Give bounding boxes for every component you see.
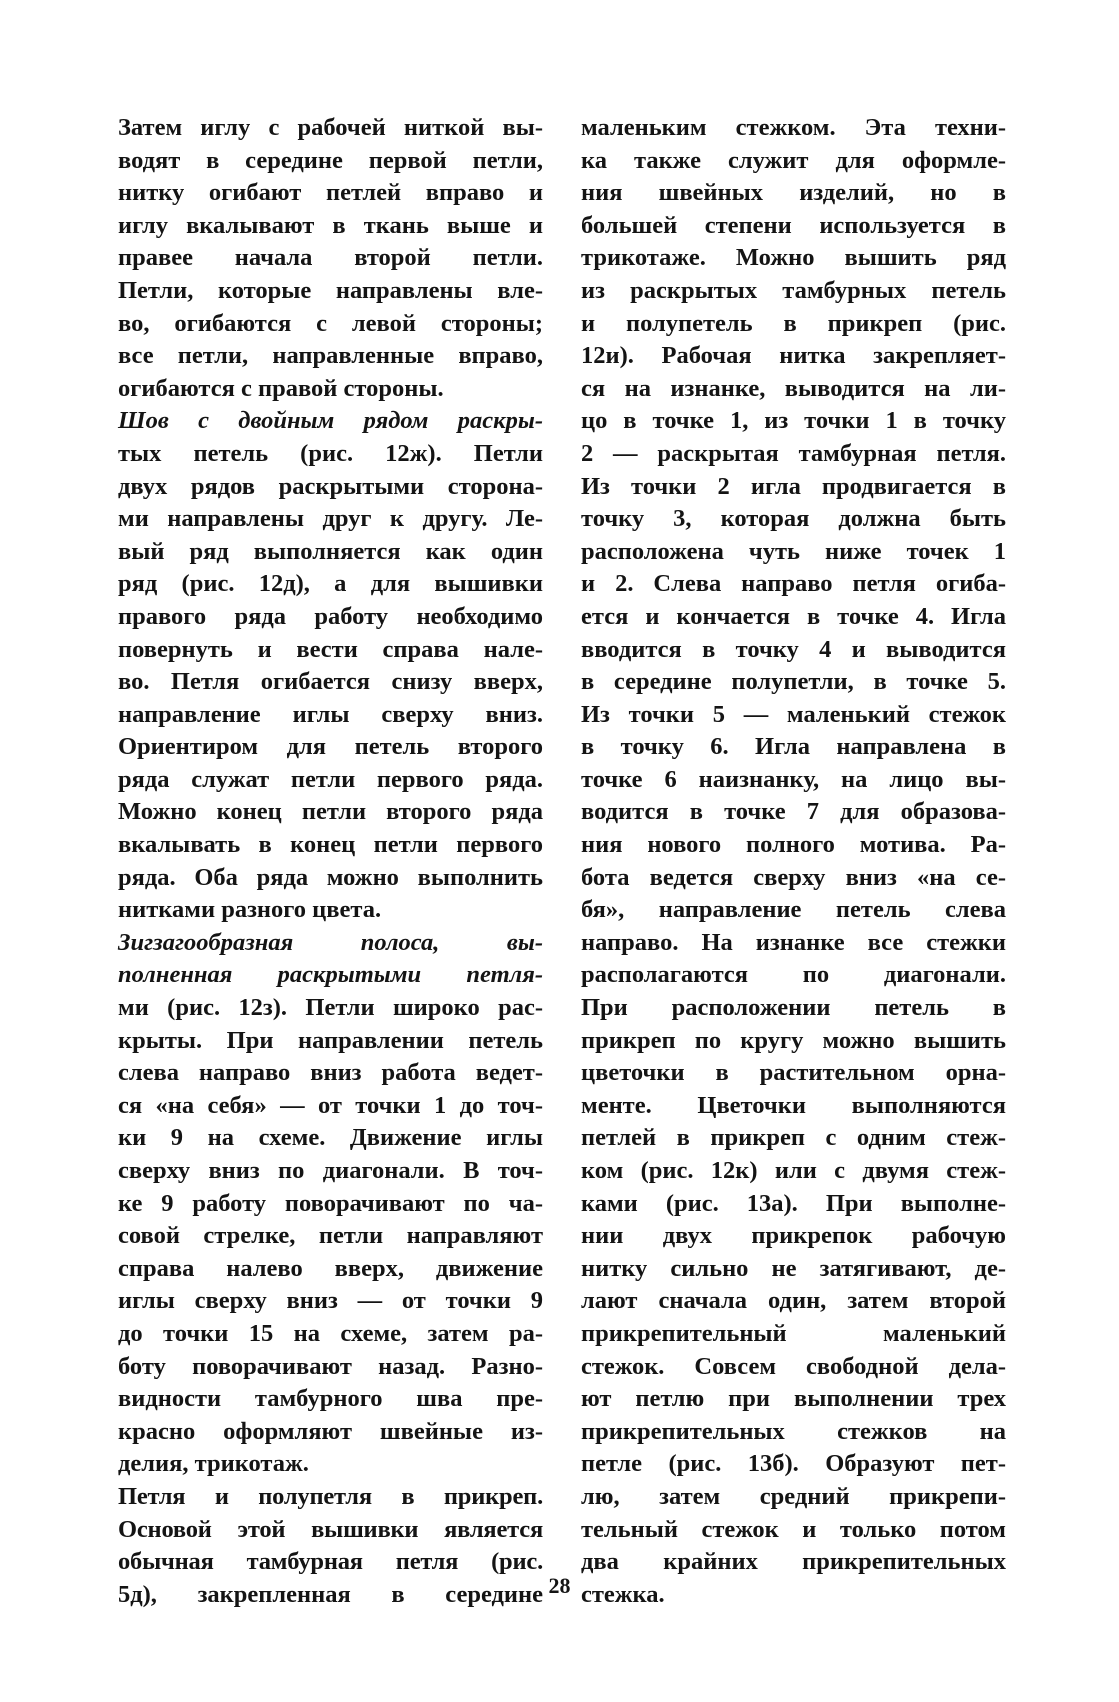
- text-line: нии двух прикрепок рабочую: [581, 1222, 1006, 1250]
- text-line: во, огибаются с левой стороны;: [118, 309, 543, 337]
- text-line: ком (рис. 12к) или с двумя стеж-: [581, 1157, 1006, 1184]
- text-line: располагаются по диагонали.: [581, 961, 1006, 989]
- text-line: видности тамбурного шва пре-: [118, 1385, 543, 1413]
- text-line: водят в середине первой петли,: [118, 146, 543, 174]
- text-line: в середине полупетли, в точке 5.: [581, 668, 1006, 696]
- text-line: и полупетель в прикреп (рис.: [581, 309, 1006, 337]
- text-line: правее начала второй петли.: [118, 244, 543, 272]
- text-line: тых петель (рис. 12ж). Петли: [118, 439, 543, 467]
- text-line: Петли, которые направлены вле-: [118, 276, 543, 304]
- text-line: обычная тамбурная петля (рис.: [118, 1548, 543, 1576]
- text-line: повернуть и вести справа нале-: [118, 635, 543, 663]
- text-line: сверху вниз по диагонали. В точ-: [118, 1157, 543, 1184]
- text-line: нитку сильно не затягивают, де-: [581, 1254, 1006, 1282]
- text-line: бота ведется сверху вниз «на се-: [581, 863, 1006, 891]
- text-line: ся на изнанке, выводится на ли-: [581, 374, 1006, 402]
- page-number: 28: [548, 1573, 571, 1598]
- text-line: маленьким стежком. Эта техни-: [581, 114, 1006, 141]
- text-line: вводится в точку 4 и выводится: [581, 635, 1006, 663]
- text-line: ряд (рис. 12д), а для вышивки: [118, 570, 543, 598]
- text-line: стежок. Совсем свободной дела-: [581, 1352, 1006, 1380]
- text-line: точку 3, которая должна быть: [581, 505, 1006, 533]
- text-line: большей степени используется в: [581, 211, 1006, 239]
- text-line-italic: полненная раскрытыми петля-: [118, 961, 543, 989]
- text-line: ряда. Оба ряда можно выполнить: [118, 863, 543, 891]
- text-line: При расположении петель в: [581, 994, 1006, 1022]
- text-line-italic: Зигзагообразная полоса, вы-: [118, 928, 543, 956]
- section-heading: Петля и полупетля в прикреп.: [118, 1482, 543, 1510]
- text-line: и 2. Слева направо петля огиба-: [581, 570, 1006, 598]
- text-line: 2 — раскрытая тамбурная петля.: [581, 439, 1006, 467]
- text-line: ками (рис. 13а). При выполне-: [581, 1189, 1006, 1217]
- text-line: бя», направление петель слева: [581, 896, 1006, 924]
- text-line: петле (рис. 13б). Образуют пет-: [581, 1450, 1006, 1478]
- text-line: красно оформляют швейные из-: [118, 1417, 543, 1445]
- text-line: огибаются с правой стороны.: [118, 374, 444, 402]
- text-line: лают сначала один, затем второй: [581, 1287, 1006, 1315]
- text-line: нитками разного цвета.: [118, 896, 382, 924]
- text-line: Из точки 2 игла продвигается в: [581, 472, 1006, 500]
- text-line: справа налево вверх, движение: [118, 1254, 543, 1282]
- text-line-italic: Шов с двойным рядом раскры-: [118, 407, 543, 435]
- text-line: прикрепительных стежков на: [581, 1417, 1006, 1445]
- text-line: боту поворачивают назад. Разно-: [118, 1352, 543, 1380]
- text-line: ми (рис. 12з). Петли широко рас-: [118, 994, 543, 1022]
- text-line: ряда служат петли первого ряда.: [118, 765, 543, 793]
- text-line: ют петлю при выполнении трех: [581, 1385, 1006, 1413]
- text-line: цветочки в растительном орна-: [581, 1059, 1006, 1087]
- left-text-column: [118, 112, 543, 1611]
- text-line: ния швейных изделий, но в: [581, 179, 1006, 207]
- text-line: слева направо вниз работа ведет-: [118, 1059, 543, 1087]
- text-line: стежка.: [581, 1580, 665, 1608]
- text-line: вкалывать в конец петли первого: [118, 831, 543, 859]
- text-line: в точку 6. Игла направлена в: [581, 733, 1006, 761]
- text-line: вый ряд выполняется как один: [118, 537, 543, 565]
- text-line: Можно конец петли второго ряда: [118, 798, 543, 826]
- text-line: лю, затем средний прикрепи-: [581, 1482, 1006, 1510]
- text-line: из раскрытых тамбурных петель: [581, 276, 1006, 304]
- text-line: до точки 15 на схеме, затем ра-: [118, 1319, 543, 1347]
- text-line: Основой этой вышивки является: [118, 1515, 543, 1543]
- text-line: нитку огибают петлей вправо и: [118, 179, 543, 207]
- text-line: 12и). Рабочая нитка закрепляет-: [581, 342, 1006, 370]
- right-text-column: [581, 112, 1006, 1611]
- text-line: иглу вкалывают в ткань выше и: [118, 211, 543, 239]
- text-line: ется и кончается в точке 4. Игла: [581, 602, 1006, 630]
- text-line: водится в точке 7 для образова-: [581, 798, 1006, 826]
- text-line: все петли, направленные вправо,: [118, 342, 543, 370]
- text-line: цо в точке 1, из точки 1 в точку: [581, 407, 1006, 435]
- text-line: двух рядов раскрытыми сторона-: [118, 472, 543, 500]
- text-line: направление иглы сверху вниз.: [118, 700, 543, 728]
- text-line: ния нового полного мотива. Ра-: [581, 831, 1006, 859]
- text-line: ке 9 работу поворачивают по ча-: [118, 1189, 543, 1217]
- text-line: тельный стежок и только потом: [581, 1515, 1006, 1543]
- text-line: делия, трикотаж.: [118, 1450, 309, 1478]
- text-line: ки 9 на схеме. Движение иглы: [118, 1124, 543, 1152]
- text-line: расположена чуть ниже точек 1: [581, 537, 1006, 565]
- text-line: направо. На изнанке все стежки: [581, 928, 1006, 956]
- text-line: правого ряда работу необходимо: [118, 602, 543, 630]
- text-line: иглы сверху вниз — от точки 9: [118, 1287, 543, 1315]
- text-line: петлей в прикреп с одним стеж-: [581, 1124, 1006, 1152]
- text-line: прикрепительный маленький: [581, 1319, 1006, 1347]
- text-line: прикреп по кругу можно вышить: [581, 1026, 1006, 1054]
- text-line: ка также служит для оформле-: [581, 146, 1006, 174]
- text-line: трикотаже. Можно вышить ряд: [581, 244, 1006, 272]
- text-line: ся «на себя» — от точки 1 до точ-: [118, 1091, 543, 1119]
- text-line: совой стрелке, петли направляют: [118, 1222, 543, 1250]
- text-line: ми направлены друг к другу. Ле-: [118, 505, 543, 533]
- text-line: точке 6 наизнанку, на лицо вы-: [581, 765, 1006, 793]
- text-line: крыты. При направлении петель: [118, 1026, 543, 1054]
- text-line: Из точки 5 — маленький стежок: [581, 700, 1006, 728]
- text-line: Затем иглу с рабочей ниткой вы-: [118, 114, 543, 141]
- text-line: 5д), закрепленная в середине: [118, 1580, 543, 1608]
- text-line: во. Петля огибается снизу вверх,: [118, 668, 543, 696]
- text-line: менте. Цветочки выполняются: [581, 1091, 1006, 1119]
- text-line: Ориентиром для петель второго: [118, 733, 543, 761]
- text-line: два крайних прикрепительных: [581, 1548, 1006, 1576]
